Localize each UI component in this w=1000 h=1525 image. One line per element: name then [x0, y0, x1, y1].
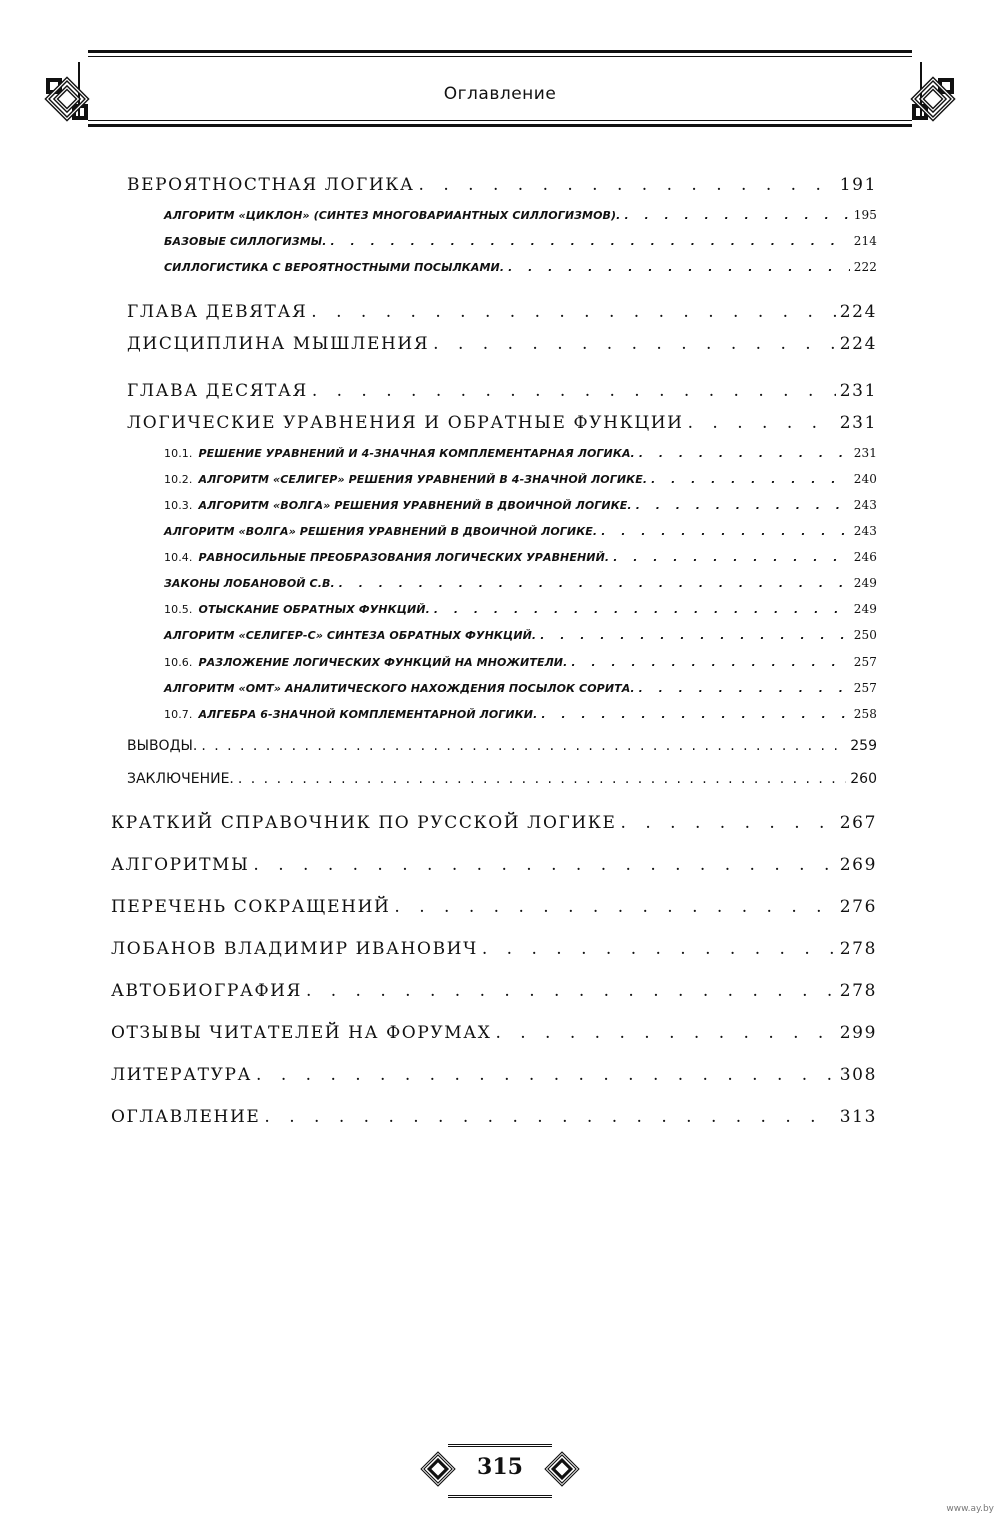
page-number-badge [420, 1438, 580, 1500]
toc-entry-page: 240 [853, 472, 877, 486]
section-number: 10.5. [164, 603, 193, 616]
toc-entry[interactable] [111, 1065, 877, 1085]
leader-dots [482, 939, 836, 959]
toc-entry-page: 243 [853, 498, 877, 512]
leader-dots [621, 813, 836, 833]
section-number: 10.4. [164, 551, 193, 564]
header-rule [88, 120, 912, 121]
leader-dots [613, 551, 850, 564]
toc-entry-title: ДИСЦИПЛИНА МЫШЛЕНИЯ [127, 334, 430, 354]
toc-entry-page: 269 [839, 855, 877, 875]
toc-entry-title: АЛГОРИТМ «ВОЛГА» РЕШЕНИЯ УРАВНЕНИЙ В ДВОИЧНОЙ ЛОГИКЕ. [164, 525, 598, 538]
toc-entry-page: 258 [853, 707, 877, 721]
leader-dots [541, 708, 849, 721]
header-rule [88, 50, 912, 53]
toc-entry-page: 276 [839, 897, 877, 917]
toc-entry[interactable] [164, 576, 877, 590]
toc-entry[interactable] [111, 1107, 877, 1127]
running-header [48, 46, 952, 136]
leader-dots [639, 447, 850, 460]
leader-dots [312, 381, 836, 401]
leader-dots [688, 413, 836, 433]
section-number: 10.3. [164, 499, 193, 512]
leader-dots [311, 302, 835, 322]
toc-entry-title: АЛГОРИТМ «ОМТ» АНАЛИТИЧЕСКОГО НАХОЖДЕНИЯ ПОСЫЛОК СОРИТА. [164, 682, 635, 695]
toc-entry[interactable] [164, 260, 877, 274]
header-rule [88, 56, 912, 57]
header-rule [88, 124, 912, 127]
toc-entry[interactable] [127, 413, 877, 433]
leader-dots [238, 771, 846, 787]
toc-entry-page: 299 [839, 1023, 877, 1043]
toc-entry[interactable] [164, 681, 877, 695]
section-number: 10.7. [164, 708, 193, 721]
toc-entry-page: 249 [853, 576, 877, 590]
leader-dots [253, 855, 835, 875]
leader-dots [264, 1107, 835, 1127]
toc-entry[interactable] [164, 498, 877, 512]
toc-entry[interactable] [164, 234, 877, 248]
leader-dots [331, 235, 850, 248]
toc-entry-title: ПЕРЕЧЕНЬ СОКРАЩЕНИЙ [111, 897, 391, 917]
toc-entry-page: 257 [853, 681, 877, 695]
toc-entry-title: АЛГОРИТМ «СЕЛИГЕР» РЕШЕНИЯ УРАВНЕНИЙ В 4-ЗНАЧНОЙ ЛОГИКЕ. [198, 473, 648, 486]
toc-entry[interactable] [111, 981, 877, 1001]
toc-entry-title: ВЫВОДЫ. [127, 738, 198, 754]
toc-entry-title: ЛИТЕРАТУРА [111, 1065, 253, 1085]
leader-dots [201, 738, 846, 754]
toc-entry-page: 259 [850, 738, 877, 754]
toc-entry-page: 214 [853, 234, 877, 248]
toc-entry-title: РАЗЛОЖЕНИЕ ЛОГИЧЕСКИХ ФУНКЦИЙ НА МНОЖИТЕЛИ. [198, 656, 568, 669]
toc-entry-title: ЛОГИЧЕСКИЕ УРАВНЕНИЯ И ОБРАТНЫЕ ФУНКЦИИ [127, 413, 684, 433]
leader-dots [639, 682, 850, 695]
toc-entry-title: РАВНОСИЛЬНЫЕ ПРЕОБРАЗОВАНИЯ ЛОГИЧЕСКИХ УРАВНЕНИЙ. [198, 551, 610, 564]
toc-entry[interactable] [127, 302, 877, 322]
toc-entry-title: АЛГОРИТМ «ЦИКЛОН» (СИНТЕЗ МНОГОВАРИАНТНЫХ СИЛЛОГИЗМОВ). [164, 209, 621, 222]
section-number: 10.2. [164, 473, 193, 486]
leader-dots [601, 525, 850, 538]
toc-entry[interactable] [111, 897, 877, 917]
toc-entry-title: РЕШЕНИЕ УРАВНЕНИЙ И 4-ЗНАЧНАЯ КОМПЛЕМЕНТАРНАЯ ЛОГИКА. [198, 447, 635, 460]
toc-entry-title: ГЛАВА ДЕСЯТАЯ [127, 381, 308, 401]
toc-entry-title: АЛГОРИТМ «ВОЛГА» РЕШЕНИЯ УРАВНЕНИЙ В ДВОИЧНОЙ ЛОГИКЕ. [198, 499, 632, 512]
leader-dots [256, 1065, 836, 1085]
toc-entry-page: 257 [853, 655, 877, 669]
toc-entry[interactable] [164, 208, 877, 222]
leader-dots [433, 334, 836, 354]
toc-entry[interactable] [127, 334, 877, 354]
toc-entry-title: ЗАКОНЫ ЛОБАНОВОЙ С.В. [164, 577, 335, 590]
toc-entry[interactable] [164, 446, 877, 460]
toc-entry[interactable] [164, 655, 877, 669]
toc-entry-title: СИЛЛОГИСТИКА С ВЕРОЯТНОСТНЫМИ ПОСЫЛКАМИ. [164, 261, 505, 274]
page-number: 315 [477, 1454, 523, 1480]
leader-dots [651, 473, 850, 486]
toc-entry-title: ОТЗЫВЫ ЧИТАТЕЛЕЙ НА ФОРУМАХ [111, 1023, 492, 1043]
toc-entry[interactable] [127, 381, 877, 401]
toc-entry-page: 267 [839, 813, 877, 833]
toc-entry[interactable] [111, 1023, 877, 1043]
toc-entry[interactable] [164, 602, 877, 616]
toc-entry[interactable] [111, 855, 877, 875]
leader-dots [508, 261, 850, 274]
leader-dots [624, 209, 849, 222]
toc-entry-page: 231 [839, 413, 877, 433]
toc-entry-page: 308 [839, 1065, 877, 1085]
leader-dots [394, 897, 835, 917]
toc-entry[interactable] [164, 550, 877, 564]
toc-entry-title: ЛОБАНОВ ВЛАДИМИР ИВАНОВИЧ [111, 939, 478, 959]
toc-entry-page: 278 [839, 939, 877, 959]
leader-dots [339, 577, 850, 590]
toc-entry-page: 278 [839, 981, 877, 1001]
leader-dots [495, 1023, 835, 1043]
section-number: 10.6. [164, 656, 193, 669]
toc-entry-title: КРАТКИЙ СПРАВОЧНИК ПО РУССКОЙ ЛОГИКЕ [111, 813, 617, 833]
toc-entry-page: 231 [839, 381, 877, 401]
toc-entry-page: 243 [853, 524, 877, 538]
leader-dots [434, 603, 850, 616]
toc-entry-page: 246 [853, 550, 877, 564]
leader-dots [306, 981, 836, 1001]
toc-entry-title: АВТОБИОГРАФИЯ [111, 981, 302, 1001]
toc-entry-page: 231 [853, 446, 877, 460]
leader-dots [636, 499, 850, 512]
leader-dots [419, 175, 836, 195]
toc-entry-page: 260 [850, 771, 877, 787]
toc-entry[interactable] [127, 738, 877, 754]
watermark: www.ay.by [946, 1504, 994, 1514]
toc-entry-page: 222 [853, 260, 877, 274]
toc-entry[interactable] [111, 813, 877, 833]
toc-entry[interactable] [127, 771, 877, 787]
toc-entry-page: 224 [839, 334, 877, 354]
toc-entry[interactable] [164, 628, 877, 642]
toc-entry-title: ЗАКЛЮЧЕНИЕ. [127, 771, 234, 787]
toc-entry[interactable] [111, 939, 877, 959]
toc-entry-page: 313 [839, 1107, 877, 1127]
toc-entry[interactable] [164, 472, 877, 486]
toc-entry[interactable] [164, 707, 877, 721]
section-number: 10.1. [164, 447, 193, 460]
toc-entry-title: ВЕРОЯТНОСТНАЯ ЛОГИКА [127, 175, 415, 195]
toc-entry-title: ОТЫСКАНИЕ ОБРАТНЫХ ФУНКЦИЙ. [198, 603, 430, 616]
toc-entry-page: 224 [839, 302, 877, 322]
toc-entry[interactable] [127, 175, 877, 195]
toc-entry[interactable] [164, 524, 877, 538]
toc-entry-title: АЛГЕБРА 6-ЗНАЧНОЙ КОМПЛЕМЕНТАРНОЙ ЛОГИКИ. [198, 708, 538, 721]
toc-entry-title: ГЛАВА ДЕВЯТАЯ [127, 302, 308, 322]
toc-entry-title: БАЗОВЫЕ СИЛЛОГИЗМЫ. [164, 235, 327, 248]
toc-entry-page: 249 [853, 602, 877, 616]
toc-entry-page: 195 [853, 208, 877, 222]
leader-dots [540, 629, 850, 642]
toc-entry-page: 191 [839, 175, 877, 195]
toc-entry-title: ОГЛАВЛЕНИЕ [111, 1107, 261, 1127]
toc-entry-title: АЛГОРИТМЫ [111, 855, 250, 875]
toc-entry-title: АЛГОРИТМ «СЕЛИГЕР-С» СИНТЕЗА ОБРАТНЫХ ФУНКЦИЙ. [164, 629, 537, 642]
toc-entry-page: 250 [853, 628, 877, 642]
leader-dots [571, 656, 849, 669]
header-title: Оглавление [443, 84, 557, 104]
